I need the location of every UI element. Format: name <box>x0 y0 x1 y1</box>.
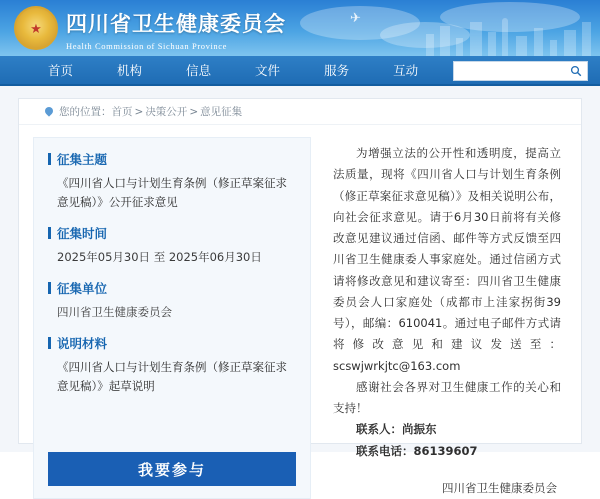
contact-email[interactable]: scswjwrkjtc@163.com <box>333 358 461 373</box>
field-unit-label-text: 征集单位 <box>57 280 108 296</box>
skyline-decoration <box>420 16 600 56</box>
field-materials-label-text: 说明材料 <box>57 335 108 351</box>
field-period <box>48 224 296 267</box>
article-signature: 四川省卫生健康委员会 <box>442 480 557 495</box>
field-topic <box>48 150 296 212</box>
breadcrumb-item-decision[interactable]: 决策公开 <box>145 106 188 118</box>
main-navigation <box>0 56 600 86</box>
nav-item-information[interactable]: 信息 <box>186 63 212 78</box>
search-button[interactable] <box>566 62 586 80</box>
field-period-value: 2025年05月30日 至 2025年06月30日 <box>57 249 262 264</box>
label-accent-bar <box>48 153 51 165</box>
participate-button[interactable]: 我要参与 <box>48 452 296 486</box>
breadcrumb-prefix: 您的位置： <box>59 106 112 118</box>
field-unit-label <box>48 279 296 297</box>
search-input[interactable] <box>454 62 566 80</box>
site-header <box>0 0 600 56</box>
label-accent-bar <box>48 282 51 294</box>
content-columns <box>19 125 581 499</box>
field-topic-label-text: 征集主题 <box>57 152 108 167</box>
article-body <box>311 137 567 499</box>
search-box[interactable] <box>453 61 588 81</box>
field-topic-value[interactable]: 《四川省人口与计划生育条例（修正草案征求意见稿）》公开征求意见 <box>57 176 287 209</box>
building-shape <box>426 34 434 56</box>
collection-info-panel <box>33 137 311 499</box>
field-materials <box>48 334 296 396</box>
search-icon <box>570 65 582 77</box>
nav-item-services[interactable]: 服务 <box>324 63 350 78</box>
contact-phone: 联系电话：86139607 <box>356 443 478 458</box>
field-unit-value: 四川省卫生健康委员会 <box>57 304 172 319</box>
field-materials-label <box>48 334 296 352</box>
breadcrumb <box>19 99 581 125</box>
building-shape <box>488 32 496 56</box>
article-paragraph-2: 感谢社会各界对卫生健康工作的关心和支持！ <box>333 379 561 416</box>
article-paragraph-1 <box>333 143 561 377</box>
nav-item-list <box>0 61 440 79</box>
building-shape <box>550 40 557 56</box>
field-materials-value[interactable]: 《四川省人口与计划生育条例（修正草案征求意见稿）》起草说明 <box>57 359 287 393</box>
national-emblem <box>14 6 58 50</box>
building-shape <box>516 36 527 56</box>
nav-item-documents[interactable]: 文件 <box>255 63 281 78</box>
label-accent-bar <box>48 227 51 239</box>
building-shape <box>534 28 543 56</box>
contact-person: 联系人：尚振东 <box>356 422 437 437</box>
label-accent-bar <box>48 337 51 349</box>
field-period-label <box>48 224 296 242</box>
airplane-icon: ✈ <box>350 10 361 25</box>
building-shape <box>456 38 463 56</box>
field-period-label-text: 征集时间 <box>57 225 108 241</box>
nav-item-home[interactable]: 首页 <box>48 63 74 78</box>
nav-item-interaction[interactable]: 互动 <box>393 63 419 78</box>
building-shape <box>582 22 591 56</box>
star-icon: ★ <box>30 20 42 36</box>
building-shape <box>470 22 482 56</box>
breadcrumb-separator: > <box>134 105 144 118</box>
content-card <box>18 98 582 495</box>
breadcrumb-item-home[interactable]: 首页 <box>111 106 133 118</box>
page-title: 四川省卫生健康委员会 <box>66 12 286 36</box>
breadcrumb-separator: > <box>189 105 199 118</box>
breadcrumb-item-opinion-collection: 意见征集 <box>200 106 243 118</box>
building-shape <box>502 18 508 56</box>
field-unit <box>48 279 296 322</box>
building-shape <box>564 30 576 56</box>
location-pin-icon <box>45 107 54 116</box>
article-paragraph-1-text: 为增强立法的公开性和透明度，提高立法质量，现将《四川省人口与计划生育条例（修正草案征求意见稿）》及相关说明公布，向社会征求意见。请于6月30日前将有关修改意见建议通过信函、邮件等方式反馈至四川省卫生健康委人事家庭处。通过信函方式请将修改意见和建议寄至：四川省卫生健康委员会人口家庭处（成都市上洼家拐街39号），邮编：610041。通过电子邮件方式请将修改意见和建议发送至： <box>333 146 561 352</box>
field-topic-label <box>48 150 296 168</box>
nav-item-organization[interactable]: 机构 <box>117 63 143 78</box>
building-shape <box>440 26 450 56</box>
page-subtitle: Health Commission of Sichuan Province <box>66 41 228 51</box>
site-title-block <box>66 8 286 51</box>
